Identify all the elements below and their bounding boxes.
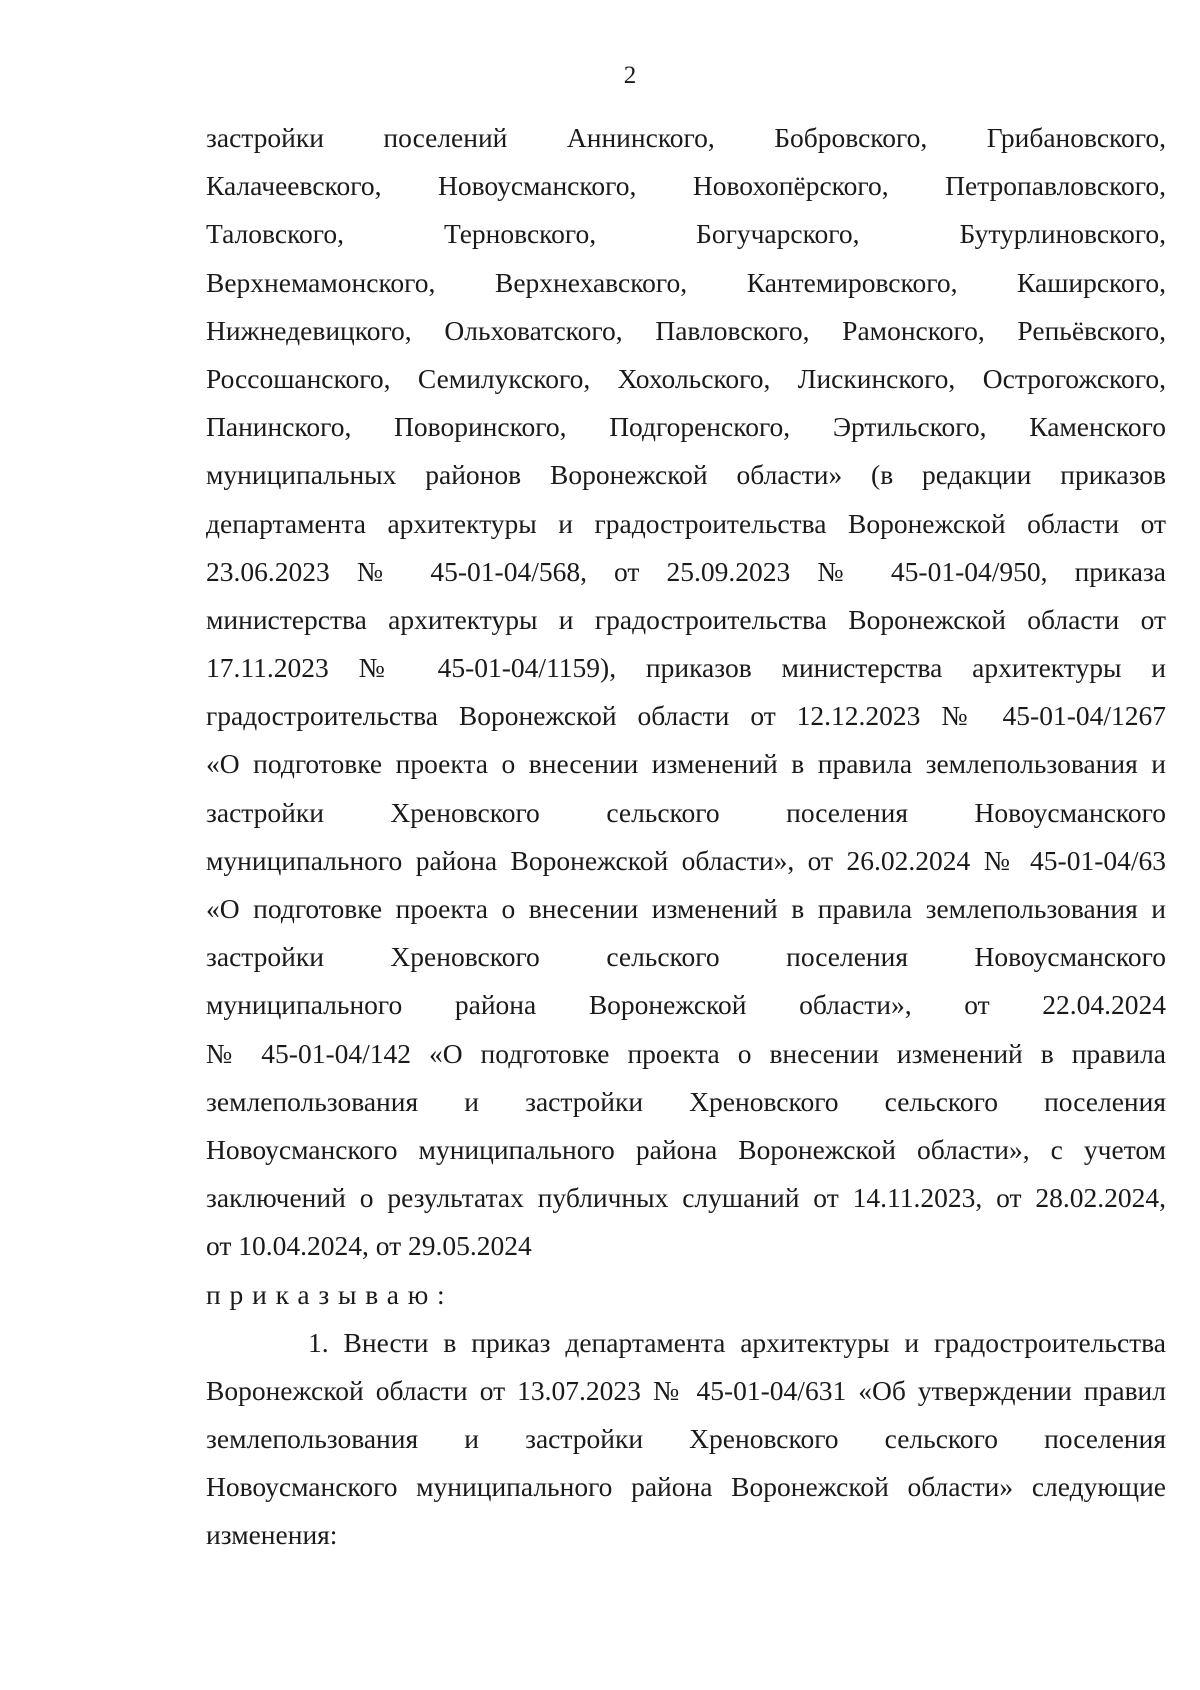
text-line: заключений о результатах публичных слушаний от 14.11.2023, от 28.02.2024,: [206, 1182, 1166, 1214]
text-line: 17.11.2023 № 45-01-04/1159), приказов министерства архитектуры и: [206, 652, 1166, 684]
text-line: Верхнемамонского, Верхнехавского, Кантемировского, Каширского,: [206, 266, 1166, 298]
text-line: 23.06.2023 № 45-01-04/568, от 25.09.2023 № 45-01-04/950, приказа: [206, 555, 1166, 587]
text-line: Таловского, Терновского, Богучарского, Бутурлиновского,: [206, 218, 1166, 250]
text-line: градостроительства Воронежской области от 12.12.2023 № 45-01-04/1267: [206, 700, 1166, 732]
text-line: Россошанского, Семилукского, Хохольского, Лискинского, Острогожского,: [206, 362, 1166, 394]
text-line: застройки Хреновского сельского поселения Новоусманского: [206, 941, 1166, 973]
text-line: землепользования и застройки Хреновского сельского поселения: [206, 1085, 1166, 1117]
text-line: департамента архитектуры и градостроительства Воронежской области от: [206, 507, 1166, 539]
page-number: 2: [623, 62, 637, 89]
text-line: № 45-01-04/142 «О подготовке проекта о внесении изменений в правила: [206, 1037, 1166, 1069]
text-line: от 10.04.2024, от 29.05.2024: [206, 1230, 532, 1262]
text-line: муниципальных районов Воронежской области» (в редакции приказов: [206, 459, 1166, 491]
text-line: застройки Хреновского сельского поселения Новоусманского: [206, 796, 1166, 828]
text-line: изменения:: [206, 1519, 338, 1551]
text-line: Калачеевского, Новоусманского, Новохопёрского, Петропавловского,: [206, 170, 1166, 202]
text-line: 1. Внести в приказ департамента архитектуры и градостроительства: [308, 1326, 1166, 1358]
order-word: приказываю:: [206, 1278, 454, 1310]
text-line: Новоусманского муниципального района Воронежской области» следующие: [206, 1471, 1166, 1503]
text-line: «О подготовке проекта о внесении изменений в правила землепользования и: [206, 893, 1166, 924]
document-body: [206, 114, 1166, 1560]
text-line: Панинского, Поворинского, Подгоренского, Эртильского, Каменского: [206, 411, 1166, 443]
text-line: муниципального района Воронежской области», от 22.04.2024: [206, 989, 1166, 1021]
text-line: муниципального района Воронежской области», от 26.02.2024 № 45-01-04/63: [206, 844, 1166, 876]
text-line: Нижнедевицкого, Ольховатского, Павловского, Рамонского, Репьёвского,: [206, 314, 1166, 346]
text-line: землепользования и застройки Хреновского сельского поселения: [206, 1423, 1166, 1455]
text-line: министерства архитектуры и градостроительства Воронежской области от: [206, 603, 1166, 635]
text-line: Воронежской области от 13.07.2023 № 45-01-04/631 «Об утверждении правил: [206, 1374, 1166, 1406]
text-line: «О подготовке проекта о внесении изменений в правила землепользования и: [206, 748, 1166, 780]
text-line: застройки поселений Аннинского, Бобровского, Грибановского,: [206, 122, 1166, 153]
text-line: Новоусманского муниципального района Воронежской области», с учетом: [206, 1133, 1166, 1165]
